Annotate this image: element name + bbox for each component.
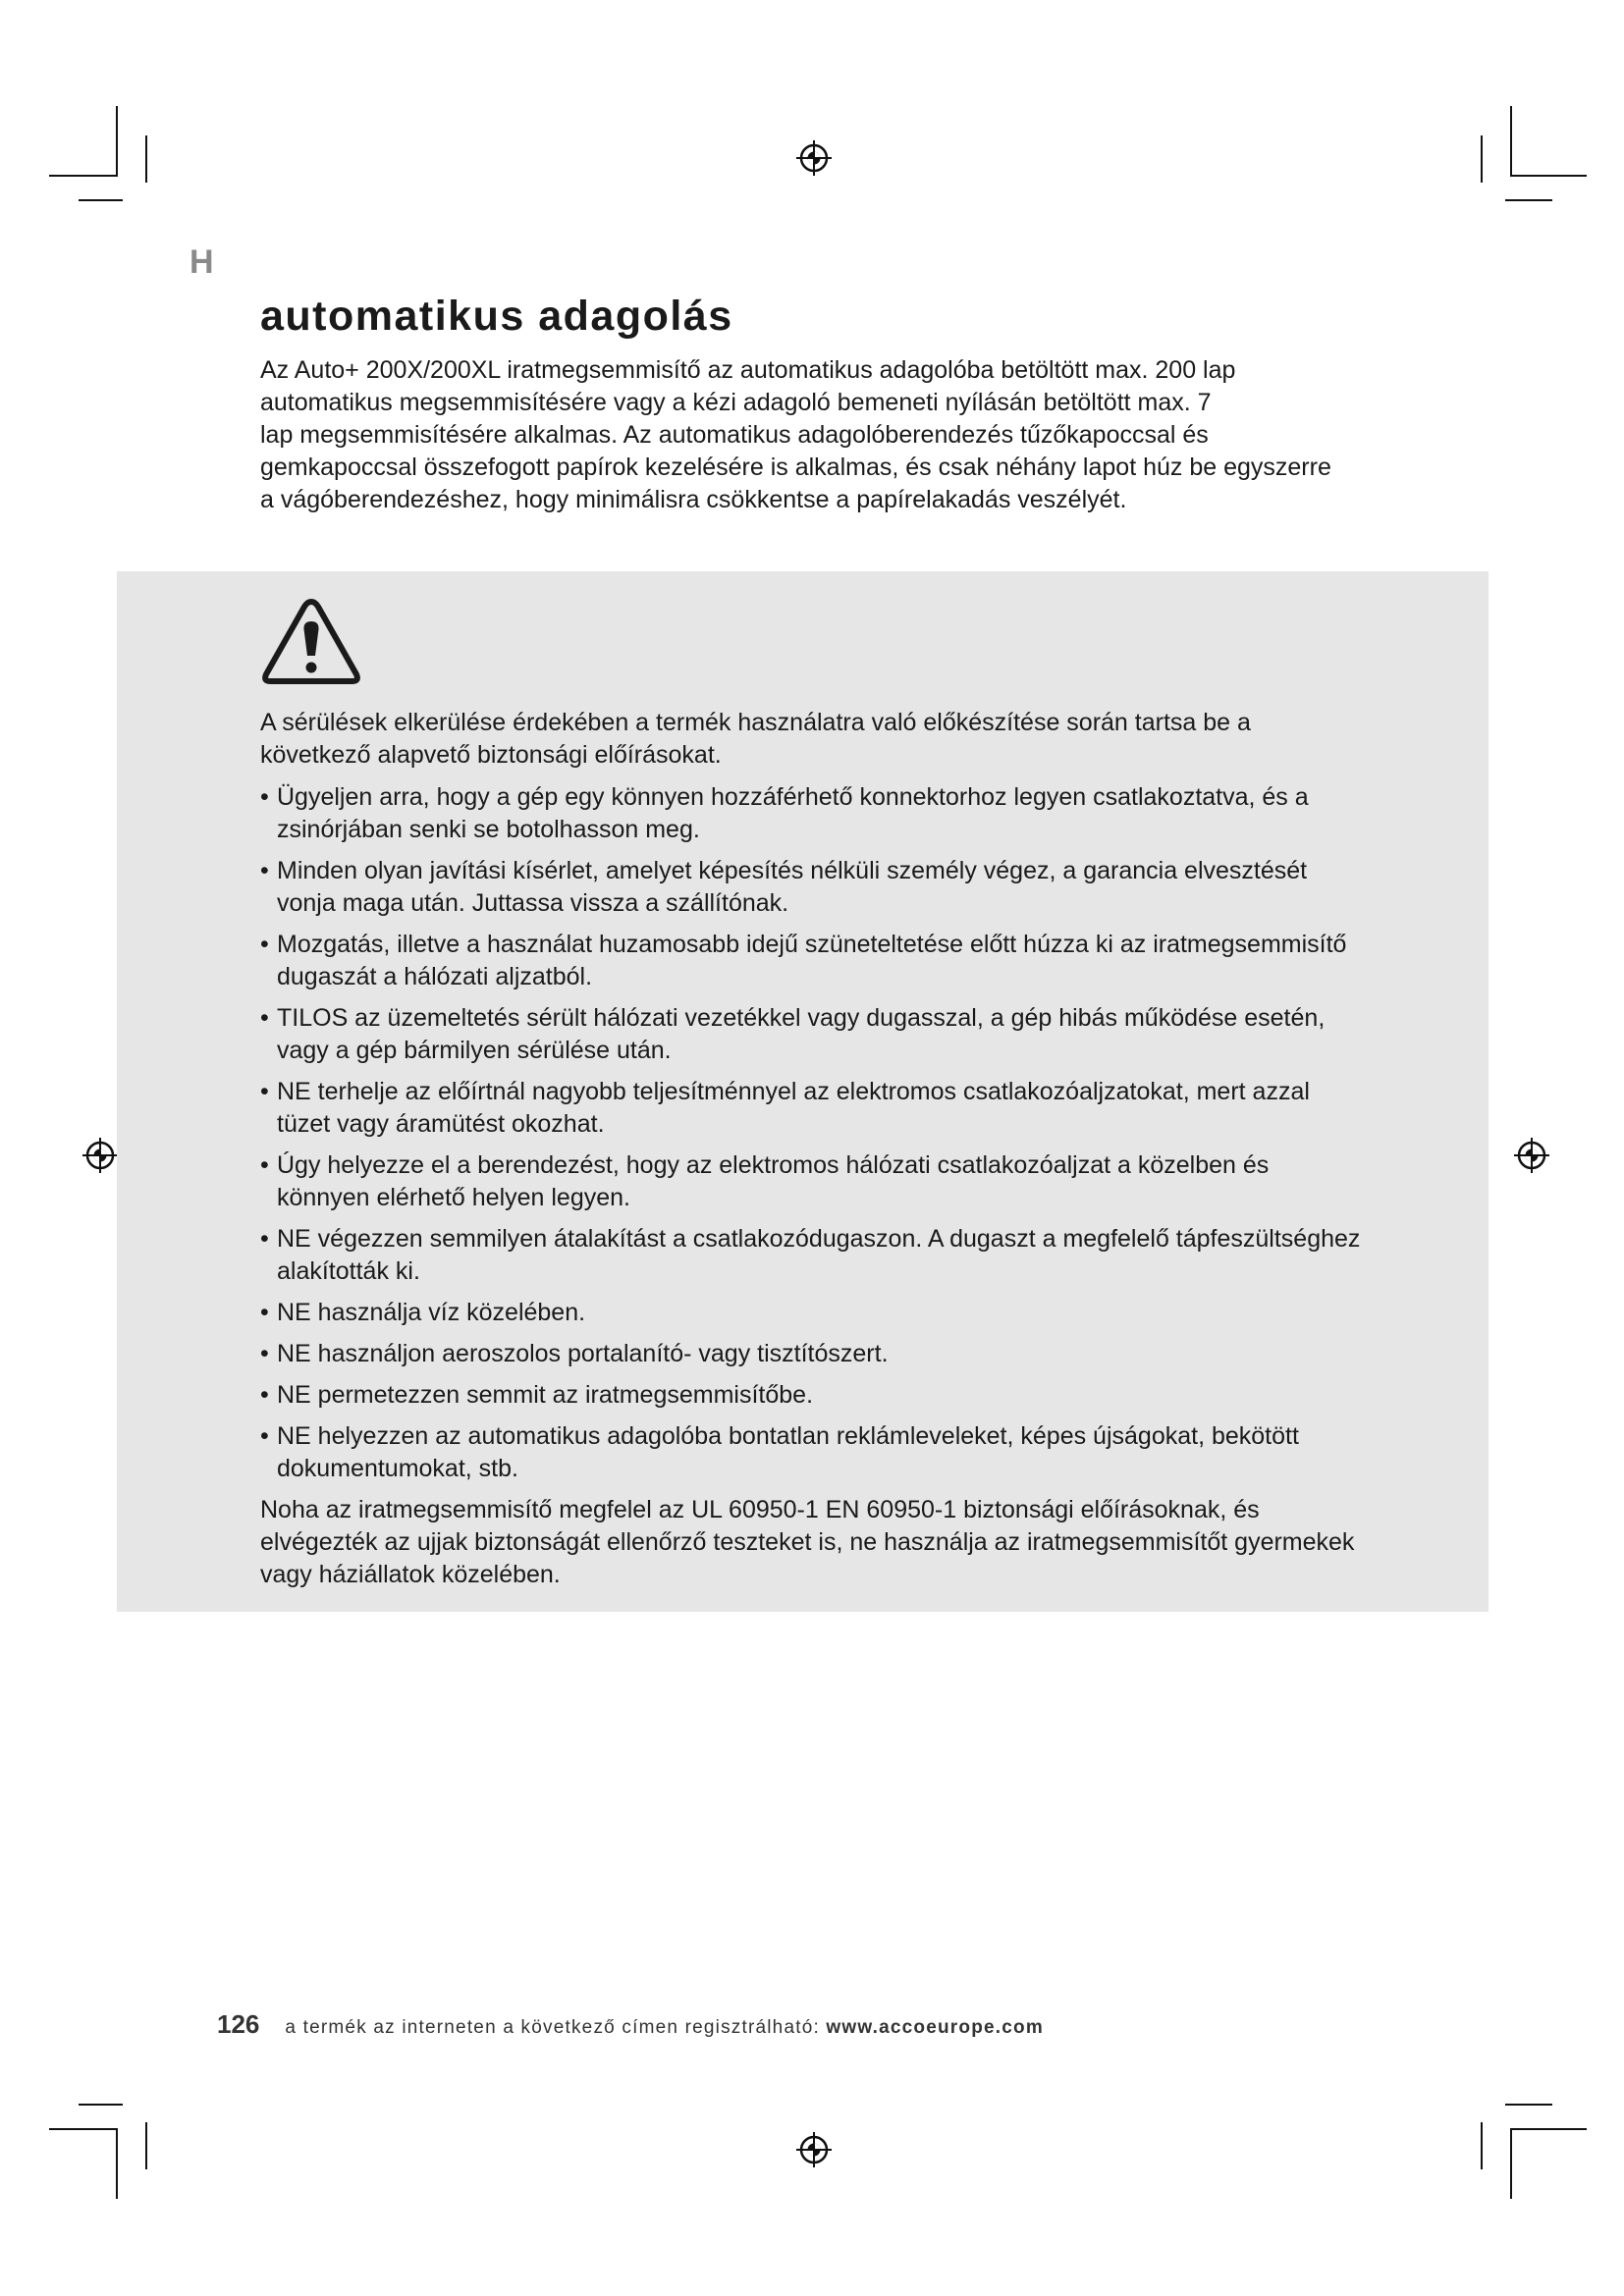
page-footer bbox=[217, 2009, 1044, 2040]
item-line: NE használjon aeroszolos portalanító- vagy tisztítószert. bbox=[277, 1340, 889, 1367]
safety-intro bbox=[260, 707, 1399, 772]
footer-text: a termék az interneten a következő címen regisztrálható: bbox=[285, 2017, 827, 2038]
bullet: • bbox=[260, 1078, 269, 1105]
item-line: Mozgatás, illetve a használat huzamosabb idejű szüneteltetése előtt húzza ki az iratmegsemmisítő bbox=[277, 931, 1347, 958]
safety-intro-line: A sérülések elkerülése érdekében a termék használatra való előkészítése során tartsa be a bbox=[260, 709, 1251, 736]
footer-url: www.accoeurope.com bbox=[826, 2017, 1044, 2038]
item-line: zsinórjában senki se botolhasson meg. bbox=[277, 816, 700, 843]
registration-mark-icon bbox=[794, 2130, 834, 2169]
safety-item bbox=[260, 781, 1399, 846]
item-line: NE használja víz közelében. bbox=[277, 1299, 586, 1326]
item-line: TILOS az üzemeltetés sérült hálózati vezetékkel vagy dugasszal, a gép hibás működése esetén, bbox=[277, 1004, 1326, 1032]
item-line: dugaszát a hálózati aljzatból. bbox=[277, 963, 593, 990]
safety-item bbox=[260, 855, 1399, 920]
bullet: • bbox=[260, 1340, 269, 1367]
safety-item bbox=[260, 1338, 1399, 1370]
safety-item bbox=[260, 1076, 1399, 1141]
item-line: NE permetezzen semmit az iratmegsemmisítőbe. bbox=[277, 1381, 814, 1409]
safety-warning-box bbox=[117, 571, 1489, 1612]
closing-line: elvégezték az ujjak biztonságát ellenőrző teszteket is, ne használja az iratmegsemmisítőt gyermekek bbox=[260, 1528, 1355, 1556]
warning-triangle-icon bbox=[260, 595, 362, 689]
bullet: • bbox=[260, 783, 269, 811]
bullet: • bbox=[260, 857, 269, 884]
safety-closing bbox=[260, 1494, 1399, 1591]
safety-item bbox=[260, 1223, 1399, 1288]
bullet: • bbox=[260, 1422, 269, 1450]
item-line: Úgy helyezze el a berendezést, hogy az elektromos hálózati csatlakozóaljzat a közelben és bbox=[277, 1151, 1270, 1179]
intro-line: lap megsemmisítésére alkalmas. Az automatikus adagolóberendezés tűzőkapoccsal és bbox=[260, 421, 1209, 449]
intro-line: automatikus megsemmisítésére vagy a kézi adagoló bemeneti nyílásán betöltött max. 7 bbox=[260, 389, 1212, 416]
safety-item bbox=[260, 1297, 1399, 1329]
item-line: könnyen elérhető helyen legyen. bbox=[277, 1184, 630, 1211]
bullet: • bbox=[260, 1151, 269, 1179]
item-line: NE terhelje az előírtnál nagyobb teljesítménnyel az elektromos csatlakozóaljzatokat, mert azzal bbox=[277, 1078, 1310, 1105]
item-line: NE helyezzen az automatikus adagolóba bontatlan reklámleveleket, képes újságokat, bekötött bbox=[277, 1422, 1299, 1450]
registration-mark-icon bbox=[794, 138, 834, 178]
section-title: automatikus adagolás bbox=[260, 293, 733, 340]
bullet: • bbox=[260, 1004, 269, 1032]
closing-line: vagy háziállatok közelében. bbox=[260, 1561, 561, 1588]
item-line: dokumentumokat, stb. bbox=[277, 1455, 518, 1482]
bullet: • bbox=[260, 1299, 269, 1326]
intro-line: a vágóberendezéshez, hogy minimálisra csökkentse a papírelakadás veszélyét. bbox=[260, 486, 1127, 513]
registration-mark-icon bbox=[81, 1136, 120, 1175]
safety-item bbox=[260, 1002, 1399, 1067]
bullet: • bbox=[260, 931, 269, 958]
safety-item bbox=[260, 1420, 1399, 1485]
item-line: vonja maga után. Juttassa vissza a szállítónak. bbox=[277, 889, 789, 917]
item-line: vagy a gép bármilyen sérülése után. bbox=[277, 1037, 672, 1064]
intro-line: gemkapoccsal összefogott papírok kezelésére is alkalmas, és csak néhány lapot húz be egyszerre bbox=[260, 454, 1331, 481]
safety-list bbox=[260, 781, 1399, 1485]
item-line: Ügyeljen arra, hogy a gép egy könnyen hozzáférhető konnektorhoz legyen csatlakoztatva, és a bbox=[277, 783, 1309, 811]
safety-instructions bbox=[260, 707, 1399, 1591]
bullet: • bbox=[260, 1381, 269, 1409]
intro-paragraph bbox=[260, 354, 1399, 516]
registration-mark-icon bbox=[1512, 1136, 1551, 1175]
item-line: alakították ki. bbox=[277, 1257, 420, 1285]
item-line: tüzet vagy áramütést okozhat. bbox=[277, 1110, 605, 1138]
safety-item bbox=[260, 1149, 1399, 1214]
item-line: NE végezzen semmilyen átalakítást a csatlakozódugaszon. A dugaszt a megfelelő tápfeszültséghez bbox=[277, 1225, 1361, 1253]
safety-intro-line: következő alapvető biztonsági előírásokat. bbox=[260, 741, 722, 769]
language-marker: H bbox=[189, 243, 214, 281]
intro-line: Az Auto+ 200X/200XL iratmegsemmisítő az automatikus adagolóba betöltött max. 200 lap bbox=[260, 356, 1236, 384]
closing-line: Noha az iratmegsemmisítő megfelel az UL 60950-1 EN 60950-1 biztonsági előírásoknak, és bbox=[260, 1496, 1260, 1523]
item-line: Minden olyan javítási kísérlet, amelyet képesítés nélküli személy végez, a garancia elvesztését bbox=[277, 857, 1308, 884]
page-number: 126 bbox=[217, 2009, 260, 2039]
bullet: • bbox=[260, 1225, 269, 1253]
safety-item bbox=[260, 1379, 1399, 1412]
safety-item bbox=[260, 929, 1399, 993]
